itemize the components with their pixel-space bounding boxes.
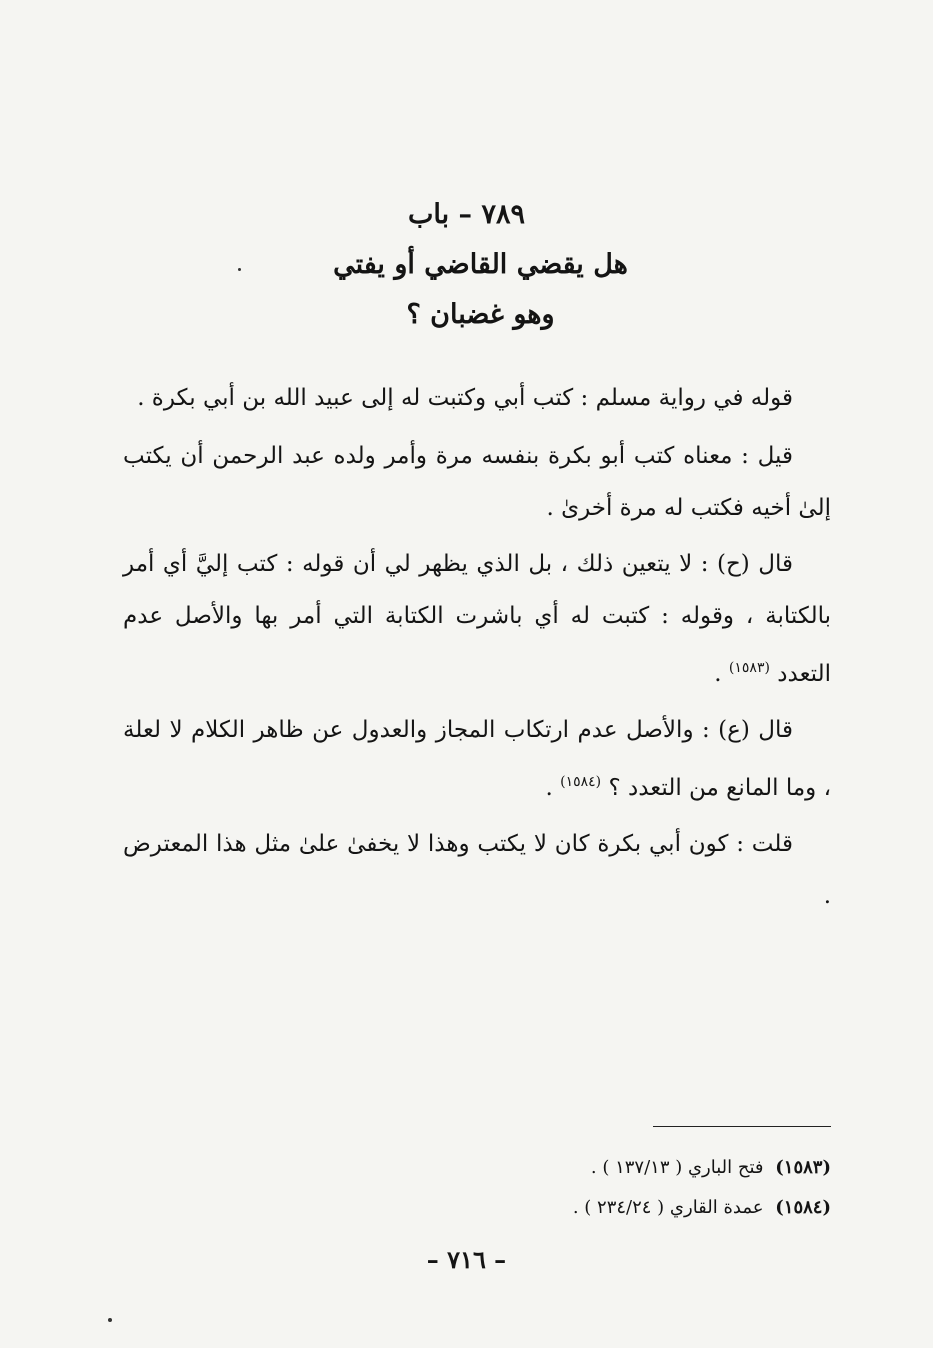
footnote-number: (١٥٨٣) [775,1157,831,1178]
paragraph [123,430,831,534]
chapter-title-line-1: هل يقضي القاضي أو يفتي [333,249,628,280]
footnote [123,1188,831,1228]
paragraph [123,538,831,700]
page-number: – ٧١٦ – [426,1245,507,1274]
chapter-heading [0,190,933,340]
footnote-text: فتح الباري ( ١٣٧/١٣ ) . [590,1157,764,1178]
paragraph [123,818,831,922]
paragraph [123,372,831,424]
footnotes [123,1148,831,1228]
footnote-reference: (١٥٨٣) [728,660,770,676]
paragraph-text: قوله في رواية مسلم : كتب أبي وكتبت له إلى عبيد الله بن أبي بكرة . [137,385,793,411]
footnote-reference: (١٥٨٤) [560,774,602,790]
paragraph-tail: . [714,661,729,687]
chapter-number: ٧٨٩ – باب [408,199,525,230]
footnote-separator [653,1126,831,1127]
paragraph-text: قال (ح) : لا يتعين ذلك ، بل الذي يظهر لي أن قوله : كتب إليَّ أي أمر بالكتابة ، وقوله : كتبت له أي باشرت الكتابة التي أمر بها والأصل عدم التعدد [123,551,831,687]
scan-speck [108,1318,112,1322]
footnote-text: عمدة القاري ( ٢٣٤/٢٤ ) . [572,1197,764,1218]
paragraph [123,704,831,814]
paragraph-tail: . [545,775,561,801]
footnote-number: (١٥٨٤) [775,1197,831,1218]
paragraph-text: قال (ع) : والأصل عدم ارتكاب المجاز والعدول عن ظاهر الكلام لا لعلة ، وما المانع من التعدد ؟ [123,717,831,801]
footnote [123,1148,831,1188]
chapter-title-line-2: وهو غضبان ؟ [406,299,555,330]
paragraph-text: قيل : معناه كتب أبو بكرة بنفسه مرة وأمر ولده عبد الرحمن أن يكتب إلىٰ أخيه فكتب له مرة أخرىٰ . [123,443,831,521]
paragraph-text: قلت : كون أبي بكرة كان لا يكتب وهذا لا يخفىٰ علىٰ مثل هذا المعترض . [123,831,831,909]
main-text [123,372,831,926]
scan-speck [238,268,241,271]
